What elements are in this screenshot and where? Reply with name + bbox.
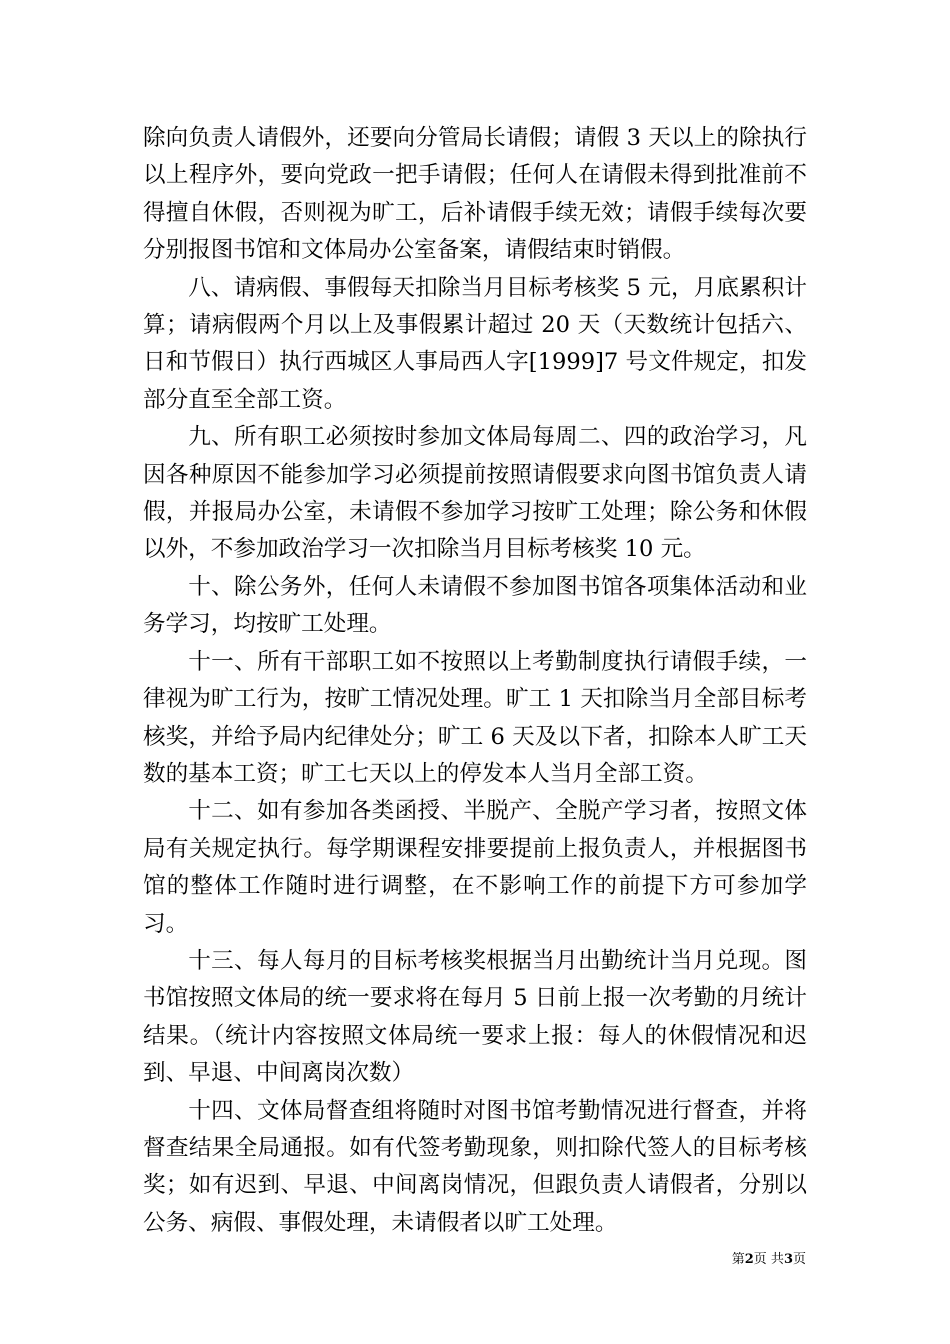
footer-suffix: 页	[792, 1252, 806, 1267]
footer-prefix: 第	[731, 1252, 745, 1267]
paragraph-item-11: 十一、所有干部职工如不按照以上考勤制度执行请假手续，一律视为旷工行为，按旷工情况处理。旷工 1 天扣除当月全部目标考核奖，并给予局内纪律处分；旷工 6 天及以下者，扣除本人旷工天数的基本工资；旷工七天以上的停发本人当月全部工资。	[143, 648, 807, 787]
footer-middle: 页 共	[753, 1252, 784, 1267]
paragraph-continued: 除向负责人请假外，还要向分管局长请假；请假 3 天以上的除执行以上程序外，要向党政一把手请假；任何人在请假未得到批准前不得擅自休假，否则视为旷工，后补请假手续无效；请假手续每次要分别报图书馆和文体局办公室备案，请假结束时销假。	[143, 125, 807, 264]
paragraph-item-12: 十二、如有参加各类函授、半脱产、全脱产学习者，按照文体局有关规定执行。每学期课程安排要提前上报负责人，并根据图书馆的整体工作随时进行调整，在不影响工作的前提下方可参加学习。	[143, 798, 807, 937]
footer-total-pages: 3	[783, 1252, 793, 1267]
paragraph-item-10: 十、除公务外，任何人未请假不参加图书馆各项集体活动和业务学习，均按旷工处理。	[143, 573, 807, 638]
page-number-footer	[732, 1252, 806, 1268]
footer-current-page: 2	[744, 1252, 754, 1267]
paragraph-item-13: 十三、每人每月的目标考核奖根据当月出勤统计当月兑现。图书馆按照文体局的统一要求将在每月 5 日前上报一次考勤的月统计结果。（统计内容按照文体局统一要求上报：每人的休假情况和迟到、早退、中间离岗次数）	[143, 947, 807, 1087]
paragraph-item-14: 十四、文体局督查组将随时对图书馆考勤情况进行督查，并将督查结果全局通报。如有代签考勤现象，则扣除代签人的目标考核奖；如有迟到、早退、中间离岗情况，但跟负责人请假者，分别以公务、病假、事假处理，未请假者以旷工处理。	[143, 1097, 807, 1236]
paragraph-item-9: 九、所有职工必须按时参加文体局每周二、四的政治学习，凡因各种原因不能参加学习必须提前按照请假要求向图书馆负责人请假，并报局办公室，未请假不参加学习按旷工处理；除公务和休假以外，不参加政治学习一次扣除当月目标考核奖 10 元。	[143, 424, 807, 563]
paragraph-item-8: 八、请病假、事假每天扣除当月目标考核奖 5 元，月底累积计算；请病假两个月以上及事假累计超过 20 天（天数统计包括六、日和节假日）执行西城区人事局西人字[1999]7 号文件规定，扣发部分直至全部工资。	[143, 274, 807, 413]
document-body	[143, 120, 807, 1242]
